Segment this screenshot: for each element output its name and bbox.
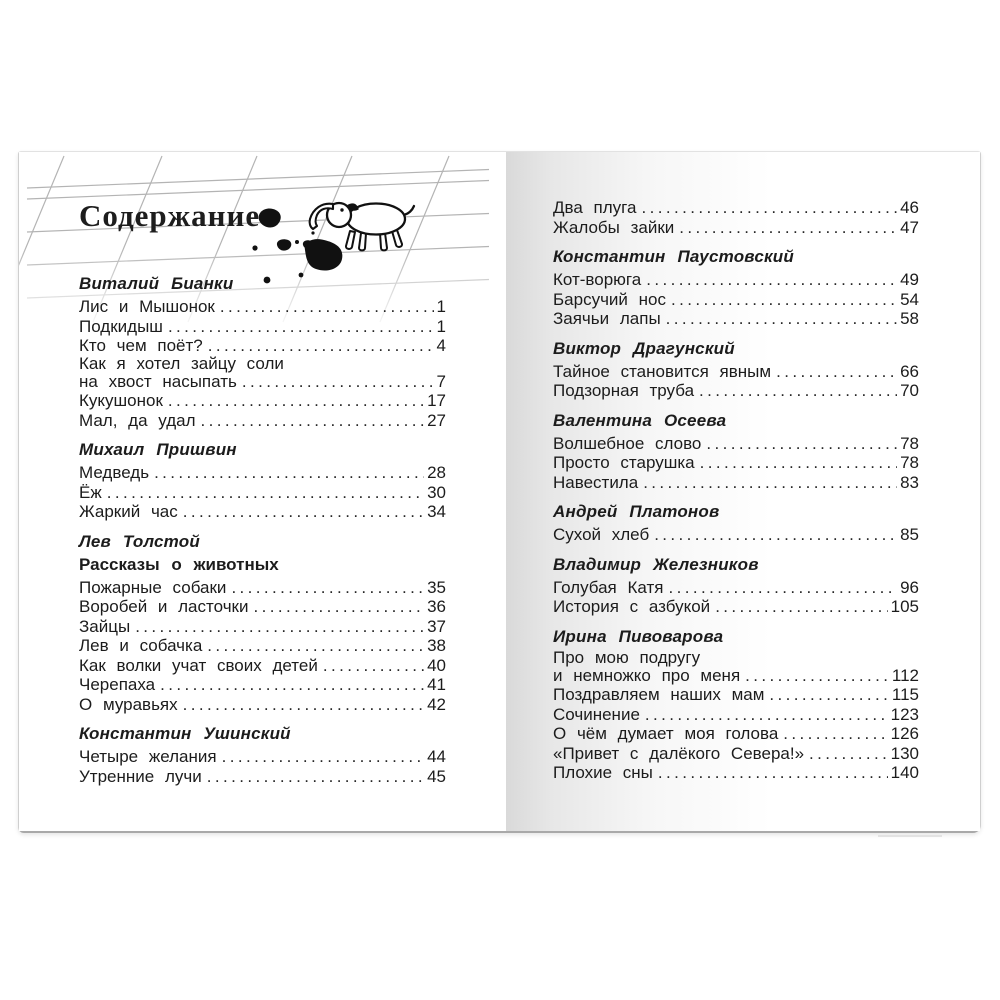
dot-leader xyxy=(809,744,888,764)
toc-entry xyxy=(79,695,446,715)
dot-leader xyxy=(645,705,888,725)
toc-page-right xyxy=(506,152,980,831)
entry-page-number: 130 xyxy=(890,743,919,763)
dot-leader xyxy=(183,695,424,715)
entry-title: Волшебное слово xyxy=(553,433,702,453)
entry-page-number: 96 xyxy=(900,577,919,597)
entry-page-number: 126 xyxy=(890,724,919,743)
toc-entry xyxy=(553,453,919,473)
entry-title: Зайцы xyxy=(79,616,131,636)
entry-page-number: 44 xyxy=(427,747,446,766)
entry-page-number: 36 xyxy=(427,597,446,616)
toc-section xyxy=(553,555,919,617)
dot-leader xyxy=(253,597,424,617)
entry-page-number: 45 xyxy=(427,766,446,786)
toc-section xyxy=(553,502,919,545)
dot-leader xyxy=(668,578,897,598)
entry-page-number: 78 xyxy=(900,433,919,453)
author-heading: Валентина Осеева xyxy=(553,410,727,430)
entry-title: Навестила xyxy=(553,472,639,492)
entry-title: О чём думает моя голова xyxy=(553,724,779,743)
entry-page-number: 47 xyxy=(900,217,919,237)
entry-title: Барсучий нос xyxy=(553,289,666,309)
entry-title: Утренние лучи xyxy=(79,766,202,786)
entry-page-number: 105 xyxy=(890,597,919,616)
entry-title: и немножко про меня xyxy=(553,665,741,685)
entry-title: Лев и собачка xyxy=(79,636,203,655)
toc-entry xyxy=(79,767,446,787)
entry-title: Медведь xyxy=(79,463,150,482)
entry-title: Сочинение xyxy=(553,704,640,724)
toc-entry-first-line: Про мою подругу xyxy=(553,647,701,667)
dot-leader xyxy=(643,473,897,493)
toc-entry xyxy=(79,483,446,503)
toc-entry xyxy=(553,198,919,218)
author-heading: Виталий Бианки xyxy=(79,274,234,293)
toc-entry xyxy=(79,463,446,483)
entry-title: Подзорная труба xyxy=(553,381,695,400)
entry-title: Кот-ворюга xyxy=(553,270,642,289)
dot-leader xyxy=(242,372,434,392)
toc-left-column xyxy=(79,274,446,786)
entry-page-number: 83 xyxy=(900,472,919,492)
entry-page-number: 35 xyxy=(427,577,446,597)
entry-title: Просто старушка xyxy=(553,453,695,472)
author-heading: Константин Паустовский xyxy=(553,247,794,266)
entry-title: Кукушонок xyxy=(79,391,163,410)
entry-page-number: 37 xyxy=(427,616,446,636)
dot-leader xyxy=(646,270,897,290)
entry-title: История с азбукой xyxy=(553,597,711,616)
tail xyxy=(404,206,414,215)
entry-title: Четыре желания xyxy=(79,747,217,766)
toc-entry xyxy=(79,675,446,695)
entry-page-number: 4 xyxy=(436,336,446,355)
book-spread xyxy=(18,151,981,833)
toc-entry xyxy=(553,290,919,310)
dot-leader xyxy=(783,724,887,744)
dot-leader xyxy=(699,381,897,401)
author-heading: Виктор Драгунский xyxy=(553,338,735,358)
toc-entry xyxy=(553,218,919,238)
entry-page-number: 66 xyxy=(900,361,919,381)
author-heading: Андрей Платонов xyxy=(553,502,720,521)
entry-page-number: 41 xyxy=(427,675,446,694)
dot-leader xyxy=(201,411,425,431)
toc-section xyxy=(79,274,446,430)
toc-page-left xyxy=(19,152,506,831)
toc-entry xyxy=(553,705,919,725)
dot-leader xyxy=(160,675,424,695)
entry-title: Голубая Катя xyxy=(553,577,664,597)
entry-page-number: 54 xyxy=(900,289,919,309)
dot-leader xyxy=(679,218,897,238)
toc-entry xyxy=(79,411,446,431)
toc-entry xyxy=(79,578,446,598)
dot-leader xyxy=(700,453,897,473)
entry-page-number: 78 xyxy=(900,453,919,472)
dot-leader xyxy=(231,578,424,598)
author-heading: Константин Ушинский xyxy=(79,724,291,743)
entry-title: Черепаха xyxy=(79,675,156,694)
entry-page-number: 1 xyxy=(436,316,446,336)
entry-title: Подкидыш xyxy=(79,316,163,336)
entry-page-number: 85 xyxy=(900,525,919,544)
dot-leader xyxy=(107,483,424,503)
entry-page-number: 123 xyxy=(890,704,919,724)
toc-entry xyxy=(79,617,446,637)
entry-title: Жалобы зайки xyxy=(553,217,675,237)
entry-title: Мал, да удал xyxy=(79,410,196,430)
entry-page-number: 7 xyxy=(436,371,446,391)
toc-entry xyxy=(553,724,919,744)
toc-entry xyxy=(553,434,919,454)
dot-leader xyxy=(654,525,897,545)
entry-page-number: 38 xyxy=(427,636,446,655)
entry-title: Жаркий час xyxy=(79,502,178,521)
toc-section xyxy=(79,532,446,715)
toc-section xyxy=(79,724,446,786)
entry-title: Заячьи лапы xyxy=(553,309,661,328)
toc-entry xyxy=(553,666,919,686)
author-heading: Владимир Железников xyxy=(553,554,759,574)
toc-entry xyxy=(553,597,919,617)
dot-leader xyxy=(183,502,424,522)
toc-section xyxy=(553,198,919,237)
dot-leader xyxy=(208,336,434,356)
toc-entry xyxy=(79,502,446,522)
dot-leader xyxy=(641,198,897,218)
entry-title: Лис и Мышонок xyxy=(79,297,215,316)
entry-page-number: 34 xyxy=(427,502,446,521)
author-heading: Лев Толстой xyxy=(79,531,200,551)
toc-section xyxy=(553,339,919,401)
dot-leader xyxy=(658,763,888,783)
toc-entry xyxy=(553,744,919,764)
entry-page-number: 1 xyxy=(436,297,446,316)
entry-page-number: 40 xyxy=(427,655,446,675)
toc-entry xyxy=(79,372,446,392)
entry-title: «Привет с далёкого Севера!» xyxy=(553,743,805,763)
toc-entry xyxy=(553,763,919,783)
entry-title: Поздравляем наших мам xyxy=(553,685,765,704)
toc-entry xyxy=(79,747,446,767)
entry-title: Пожарные собаки xyxy=(79,577,227,597)
toc-entry xyxy=(79,656,446,676)
entry-title: Ёж xyxy=(79,482,102,502)
entry-title: Два плуга xyxy=(553,198,637,217)
entry-page-number: 42 xyxy=(427,694,446,714)
dot-leader xyxy=(168,317,434,337)
entry-page-number: 115 xyxy=(891,685,919,704)
entry-title: Кто чем поёт? xyxy=(79,336,203,355)
toc-entry xyxy=(553,473,919,493)
toc-entry xyxy=(553,578,919,598)
toc-entry-first-line: Как я хотел зайцу соли xyxy=(79,353,284,373)
dot-leader xyxy=(745,666,889,686)
toc-entry xyxy=(553,309,919,329)
dot-leader xyxy=(154,463,424,483)
entry-title: Тайное становится явным xyxy=(553,361,772,381)
toc-entry xyxy=(553,525,919,545)
dot-leader xyxy=(769,685,888,705)
entry-page-number: 49 xyxy=(900,270,919,289)
entry-page-number: 46 xyxy=(900,198,919,217)
toc-entry xyxy=(79,391,446,411)
toc-entry xyxy=(553,381,919,401)
entry-page-number: 70 xyxy=(900,381,919,400)
entry-page-number: 17 xyxy=(427,391,446,410)
toc-entry xyxy=(79,336,446,356)
toc-entry xyxy=(79,317,446,337)
entry-title: Как волки учат своих детей xyxy=(79,655,318,675)
dot-leader xyxy=(220,297,434,317)
toc-section xyxy=(553,627,919,783)
dot-leader xyxy=(207,636,424,656)
toc-section xyxy=(553,411,919,493)
toc-entry xyxy=(79,636,446,656)
dot-leader xyxy=(323,656,424,676)
entry-title: Плохие сны xyxy=(553,763,653,782)
page-title: Содержание xyxy=(79,198,261,233)
entry-title: Воробей и ласточки xyxy=(79,597,249,616)
dot-leader xyxy=(706,434,897,454)
entry-title: Сухой хлеб xyxy=(553,525,650,544)
toc-entry xyxy=(553,362,919,382)
entry-page-number: 28 xyxy=(427,463,446,482)
author-heading: Михаил Пришвин xyxy=(79,440,237,459)
toc-section xyxy=(553,247,919,329)
toc-entry xyxy=(79,597,446,617)
toc-entry xyxy=(79,297,446,317)
dot-leader xyxy=(135,617,424,637)
toc-right-column xyxy=(553,198,919,783)
entry-title: на хвост насыпать xyxy=(79,371,237,391)
dot-leader xyxy=(222,747,424,767)
dot-leader xyxy=(776,362,897,382)
entry-page-number: 27 xyxy=(427,410,446,430)
section-subtitle: Рассказы о животных xyxy=(79,554,279,574)
entry-page-number: 140 xyxy=(890,763,919,782)
entry-page-number: 112 xyxy=(891,665,919,685)
dot-leader xyxy=(207,767,424,787)
toc-section xyxy=(79,440,446,522)
entry-page-number: 30 xyxy=(427,482,446,502)
dot-leader xyxy=(168,391,424,411)
author-heading: Ирина Пивоварова xyxy=(553,626,724,646)
entry-title: О муравьях xyxy=(79,694,178,714)
toc-entry xyxy=(553,685,919,705)
dot-leader xyxy=(671,290,897,310)
toc-entry xyxy=(553,270,919,290)
dot-leader xyxy=(715,597,887,617)
eye xyxy=(340,208,343,211)
dot-leader xyxy=(666,309,897,329)
entry-page-number: 58 xyxy=(900,309,919,328)
